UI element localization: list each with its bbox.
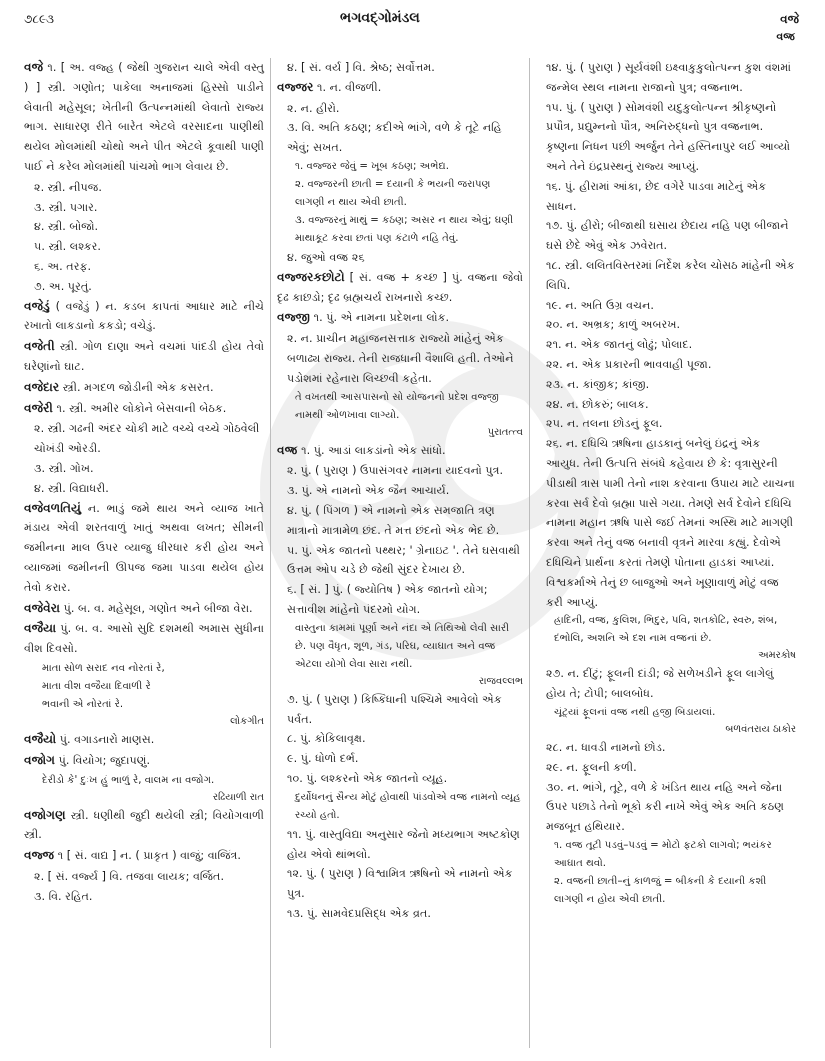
- entry-sense: ૧૬. પું. હીરામાં આંકા, છેદ વગેરે પાડવા માટેનું એક સાધન.: [546, 179, 767, 213]
- book-title: ભગવદ્ગોમંડલ: [340, 10, 420, 26]
- headword: વજ્જી: [277, 310, 311, 325]
- definition: સ્ત્રી. ધણીથી જુદી થયેલી સ્ત્રી; વિયોગવાળી સ્ત્રી.: [24, 808, 264, 842]
- definition: ( વજેડું ) ન. કડબ કાપતાં આધાર માટે નીચે રખાતો લાકડાનો કકડો; વચેડું.: [24, 299, 264, 333]
- definition: ૧. સ્ત્રી. અમીર લોકોને બેસવાની બેઠક.: [52, 401, 227, 415]
- headword: વજ્ર: [277, 442, 298, 457]
- definition: ન. ભાડું જમે થાય અને વ્યાજ ખાતે મંડાય એવી શરતવાળું ખાતું અથવા લખત; સીમની જમીનના માલ ઉપર વ્યાજુ ધીરધાર કરી હોય અને વ્યાજમાં જમીનની ઊપજ જમા પાડવા થયેલ હોય તેવો કરાર.: [24, 501, 264, 594]
- headword: વજેવળતિયું: [24, 500, 82, 515]
- guide-word-bottom: વજ્ર: [776, 30, 795, 43]
- entry-sense: ૧૨. પું. ( પુરાણ ) વિશ્વામિત્ર ઋષિનો એ નામનો એક પુત્ર.: [287, 867, 513, 901]
- entry-sense: ૪. સ્ત્રી. બોજો.: [34, 220, 99, 234]
- entry-quotation: ૧. વજ્ર તૂટી પડવું–પડવું = મોટો ફટકો લાગવો; ભયંકર આઘાત થવો.: [554, 839, 772, 869]
- entry-sense: ૪. જુઓ વજ્ર ૨૬: [287, 250, 365, 264]
- entry-quotation: વાસ્તુના કામમાં પૂર્ણા અને નંદા એ તિથિઓ લેવી સારી છે. પણ વૈધૃત, શૂળ, ગંડ, પરિઘ, વ્યાઘાત અને વજ્ર એટલા યોગો લેવા સારા નથી.: [295, 622, 510, 670]
- dictionary-entry: [24, 751, 264, 771]
- entry-sense: ૨. સ્ત્રી. નીપજ.: [34, 180, 102, 194]
- entry-quotation: ચૂંટ્યાં ફૂલનાં વજ્ર નથી હજી બિડાયલાં.: [554, 706, 716, 718]
- guide-word-top: વજે: [780, 12, 799, 26]
- entry-quotation: માતા વીશ વજૈયા દિવાળી રે: [42, 680, 151, 692]
- dictionary-entry: [277, 268, 523, 308]
- entry-sense: ૧૦. પું. લશ્કરનો એક જાતનો વ્યૂહ.: [287, 771, 448, 785]
- entry-sense: ૨૨. ન. એક પ્રકારની ભાવવાહી પૂજા.: [546, 357, 712, 371]
- dictionary-entry: [24, 619, 264, 659]
- column-1: [24, 58, 271, 1048]
- entry-sense: ૯. પું. ધોળો દર્ભ.: [287, 752, 359, 766]
- definition: સ્ત્રી. ગોળ દાણા અને વચમાં પાંદડી હોય તેવો ઘરેણાંનો ઘાટ.: [24, 340, 264, 373]
- entry-sense: ૨૭. ન. દીંટું; ફૂલની દાંડી; જે સળેખડીને ફૂલ લાગેલું હોય તે; ટોપી; બાલબોધ.: [546, 667, 774, 701]
- entry-sense: ૨. [ સં. વર્જ્ય ] વિ. તજવા લાયક; વર્જિત.: [34, 869, 225, 883]
- entry-sense: ૧૪. પું. ( પુરાણ ) સૂર્યવંશી ઇક્ષ્વાકુકુલોત્પન્ન કુશ વંશમાં જન્મેલ સ્થલ નામના રાજાનો પુત્ર; વજ્રનાભ.: [546, 61, 792, 94]
- definition: ૧. પું. એ નામના પ્રદેશના લોક.: [310, 311, 450, 325]
- quotation-source: પુરાતત્ત્વ: [487, 426, 523, 438]
- definition: પું. વગાડનારો માણસ.: [56, 732, 155, 746]
- entry-quotation: ૧. વજ્જર જેવું = ખૂબ કઠણ; અભેદ્ય.: [295, 160, 449, 172]
- headword: વજેતી: [24, 339, 55, 354]
- quotation-source: રઢિયાળી રાત: [212, 791, 264, 803]
- entry-sense: ૨૧. ન. એક જાતનું લોઢું; પોલાદ.: [546, 338, 693, 352]
- entry-sense: ૨. પું. ( પુરાણ ) ઉપાસંગવર નામના યાદવનો પુત્ર.: [287, 464, 504, 478]
- dictionary-entry: [24, 378, 264, 398]
- entry-sense: ૬. અ. તરફ.: [34, 259, 92, 273]
- headword: વજેદાર: [24, 379, 60, 394]
- headword: વજેવેરા: [24, 600, 61, 615]
- entry-sense: ૧૧. પું. વાસ્તુવિદ્યા અનુસાર જેનો મધ્યભાગ અષ્ટકોણ હોય એવો થાંભલો.: [287, 827, 520, 861]
- definition: [ સં. વજ્ર + કચ્છ ] પું. વજ્રના જેવો દૃઢ કાછડો; દૃઢ બ્રહ્મચર્ય રાખનારો કચ્છ.: [277, 270, 523, 304]
- column-2: [271, 58, 530, 1048]
- entry-quotation: ૨. વજ્રની છાતી–નું કાળજું = બીકની કે દયાની કશી લાગણી ન હોય એવી છાતી.: [554, 875, 767, 905]
- entry-sense: ૭. અ. પૂરતું.: [34, 279, 92, 293]
- headword: વજોગ: [24, 752, 56, 767]
- entry-sense: ૨૦. ન. અભ્રક; કાળું અબરખ.: [546, 318, 681, 332]
- quotation-source: રાજવલ્લભ: [478, 675, 523, 687]
- entry-quotation: દેરીડો કે' દુઃખ હું ભાળું રે, વાલમ ના વજોગ.: [42, 774, 215, 786]
- headword: વજૈયો: [24, 731, 57, 746]
- column-3: [530, 58, 796, 1048]
- dictionary-entry: [277, 78, 523, 98]
- dictionary-entry: [24, 846, 264, 866]
- headword: વજોગણ: [24, 807, 66, 822]
- entry-sense: ૩૦. ન. ભાંગે, તૂટે, વળે કે ખંડિત થાય નહિ અને જેના ઉપર પછાડે તેનો ભૂકો કરી નાખે એવું એક અતિ કઠણ મજબૂત હથિયાર.: [546, 780, 785, 834]
- headword: વજ્જર: [277, 79, 314, 94]
- definition: ૧. પું. આડાં લાકડાંનો એક સાંધો.: [297, 443, 446, 457]
- entry-sense: ૫. પું. એક જાતનો પથ્થર; ' ગ્રેનાઇટ '. તેને ઘસવાથી ઉત્તમ ઓપ ચડે છે જેથી સુંદર દેખાય છે.: [287, 543, 520, 577]
- entry-sense: ૩. સ્ત્રી. ગોખ.: [34, 461, 94, 475]
- dictionary-entry: [277, 308, 523, 328]
- entry-sense: ૮. પું. કોકિલાવૃક્ષ.: [287, 732, 366, 746]
- definition: પું. બ. વ. મહેસૂલ, ગણોત અને બીજા વેરા.: [60, 601, 253, 615]
- entry-quotation: માતા સોળ સરાદ નવ નોરતાં રે,: [42, 662, 165, 674]
- entry-sense: ૧૭. પું. હીરો; બીજાથી ઘસાય છેદાય નહિ પણ બીજાને ઘસે છેદે એવું એક ઝવેરાત.: [546, 219, 789, 253]
- dictionary-entry: [24, 58, 264, 177]
- entry-sense: ૧૩. પું. સામવેદપ્રસિદ્ધ એક વ્રત.: [287, 906, 431, 920]
- dictionary-entry: [24, 337, 264, 377]
- definition: ૧ [ સં. વાદ્ય ] ન. ( પ્રાકૃત ) વાજું; વાજિંત્ર.: [54, 849, 241, 863]
- entry-sense: ૪. પું. ( પિંગળ ) એ નામનો એક સમજાતિ ત્રણ માત્રાનો માત્રામેળ છંદ. તે મત્ત છંદનો એક ભેદ છે.: [287, 503, 500, 537]
- entry-sense: ૪. [ સં. વર્ય ] વિ. શ્રેષ્ઠ; સર્વોત્તમ.: [287, 61, 435, 74]
- headword: વજેરી: [24, 400, 53, 415]
- definition: પું. વિયોગ; જુદાપણું.: [55, 753, 151, 767]
- dictionary-columns: [24, 58, 804, 1048]
- definition: ૧. [ અ. વજ્હ ( જેથી ગુજરાન ચાલે એવી વસ્તુ ) ] સ્ત્રી. ગણોત; પાકેલા અનાજમાં હિસ્સો પાડીને લેવાતી મહેસૂલ; ખેતીની ઉત્પન્નમાંથી લેવાતો રાજ્ય ભાગ. સાધારણ રીતે બારેત એટલે વરસાદના પાણીથી થયેલ મોલમાંથી ચોથો અને પીત એટલે કૂવાથી પાણી પાઈ ને કરેલ મોલમાંથી પાંચમો ભાગ લેવાય છે.: [24, 61, 264, 173]
- entry-quotation: ૩. વજ્જરનું માથું = કઠણ; અસર ન થાય એવું; ઘણી માથાકૂટ કરવા છતાં પણ કંટાળે નહિ તેવું.: [295, 214, 514, 244]
- quotation-source: બળવંતરાય ઠાકોર: [725, 723, 796, 735]
- entry-sense: ૫. સ્ત્રી. લશ્કર.: [34, 240, 101, 254]
- entry-quotation: તે વખતથી આસપાસનો સો યોજનનો પ્રદેશ વજ્જી નામથી ઓળખાવા લાગ્યો.: [295, 391, 499, 421]
- entry-sense: ૧૫. પું. ( પુરાણ ) સોમવંશી યદુકુલોત્પન્ન શ્રીકૃષ્ણનો પ્રપૌત્ર, પ્રદ્યુમ્નનો પૌત્ર, અનિરુદ્ધનો પુત્ર વજ્રનાભ. કૃષ્ણના નિધન પછી અર્જુન તેને હસ્તિનાપુર લઈ આવ્યો અને તેને ઇંદ્રપ્રસ્થનું રાજ્ય આપ્યું.: [546, 100, 791, 173]
- entry-sense: ૩. વિ. અતિ કઠણ; કદીએ ભાંગે, વળે કે તૂટે નહિ એવું; સખત.: [287, 121, 502, 155]
- dictionary-entry: [24, 499, 264, 598]
- entry-quotation: હ્રાદિની, વજ્ર, કુલિશ, ભિદુર, પવિ, શતકોટિ, સ્વરુ, શંબ, દંભોલિ, અશનિ એ દશ નામ વજ્રનાં છે.: [554, 615, 778, 645]
- dictionary-entry: [24, 806, 264, 846]
- entry-sense: ૨૩. ન. કાંજીક; કાંજી.: [546, 377, 650, 391]
- entry-sense: ૨૫. ન. તલના છોડનું ફૂલ.: [546, 417, 663, 431]
- headword: વજેડું: [24, 298, 50, 313]
- entry-sense: ૨૯. ન. ફૂલની કળી.: [546, 760, 637, 774]
- definition: સ્ત્રી. મગદળ જોડીની એક કસરત.: [59, 380, 214, 394]
- entry-sense: ૨૪. ન. છોકરું; બાલક.: [546, 397, 649, 411]
- entry-sense: ૨. ન. પ્રાચીન મહાજનસત્તાક રાજ્યો માંહેનું એક બળાઢ્ય રાજ્ય. તેની રાજધાની વૈશાલિ હતી. તેઓને પડોશમાં રહેનારા લિચ્છવી કહેતા.: [287, 332, 514, 385]
- page-header: [0, 8, 825, 30]
- entry-sense: ૧૯. ન. અતિ ઉગ્ર વચન.: [546, 298, 654, 312]
- quotation-source: અમરકોષ: [758, 650, 796, 662]
- headword: વજ્જરકછોટો: [277, 269, 345, 284]
- page-number: ૭૮૯૩: [24, 12, 55, 26]
- headword: વજૈયા: [24, 621, 57, 636]
- entry-sense: ૩. સ્ત્રી. પગાર.: [34, 200, 98, 214]
- entry-sense: ૪. સ્ત્રી. વિદ્યાધરી.: [34, 481, 109, 495]
- dictionary-entry: [24, 399, 264, 419]
- entry-sense: ૨. સ્ત્રી. ગઢની અંદર ચોકી માટે વચ્ચે વચ્ચે ગોઠવેલી ચોખંડી ઓરડી.: [34, 422, 260, 456]
- entry-sense: ૩. વિ. રહિત.: [34, 889, 93, 903]
- entry-quotation: ભવાની એ નોરતાં રે.: [42, 698, 124, 710]
- dictionary-entry: [24, 730, 264, 750]
- entry-sense: ૨. ન. હીરો.: [287, 101, 340, 115]
- dictionary-entry: [24, 599, 264, 619]
- headword: વજે: [24, 60, 44, 74]
- entry-quotation: દુર્યોધનનું સૈન્ય મોટું હોવાથી પાંડવોએ વજ્ર નામનો વ્યૂહ રચ્યો હતો.: [295, 791, 521, 821]
- definition: પું. બ. વ. આસો સુદિ દશમથી અમાસ સુધીના વીશ દિવસો.: [24, 622, 264, 656]
- entry-quotation: ૨. વજ્જરની છાતી = દયાની કે ભયની જરાપણ લાગણી ન થાય એવી છાતી.: [295, 178, 491, 208]
- definition: ૧. ન. વીજળી.: [313, 80, 382, 94]
- dictionary-entry: [24, 297, 264, 337]
- quotation-source: લોકગીત: [230, 715, 264, 727]
- entry-sense: ૨૮. ન. ધાવડી નામનો છોડ.: [546, 740, 666, 754]
- entry-sense: ૨૬. ન. દધિચિ ઋષિના હાડકાનું બનેલું ઇંદ્રનું એક આયુધ. તેની ઉત્પત્તિ સંબંધે કહેવાય છે કે: વૃત્રાસુરની પીડાથી ત્રાસ પામી તેનો નાશ કરવાના ઉપાય માટે યાચના કરવા સર્વ દેવો બ્રહ્મા પાસે ગયા. તેમણે સર્વ દેવોને દધિચિ નામના મહાન ઋષિ પાસે જઈ તેમનાં અસ્થિ માટે માગણી કરવા અને તેનું વજ્ર બનાવી વૃત્રને મારવા કહ્યું. દેવોએ દધિચિને પ્રાર્થના કરતાં તેમણે પોતાના હાડકાં આપ્યાં. વિશ્વકર્માએ તેનું છ બાજુઓ અને ખૂણાવાળું મોટું વજ્ર કરી આપ્યું.: [546, 437, 795, 609]
- entry-sense: ૧૮. સ્ત્રી. લલિતવિસ્તરમાં નિર્દેશ કરેલ ચોસઠ માંહેની એક લિપિ.: [546, 258, 795, 292]
- entry-sense: ૩. પું. એ નામનો એક જૈન આચાર્ય.: [287, 484, 450, 498]
- entry-sense: ૭. પું. ( પુરાણ ) કિષ્કિંધાની પશ્ચિમે આવેલો એક પર્વત.: [287, 692, 502, 726]
- dictionary-entry: [277, 441, 523, 461]
- headword: વજ્જ: [24, 848, 55, 863]
- entry-sense: ૬. [ સં. ] પું. ( જ્યોતિષ ) એક જાતનો યોગ; સત્તાવીશ માંહેનો પંદરમો યોગ.: [287, 583, 488, 616]
